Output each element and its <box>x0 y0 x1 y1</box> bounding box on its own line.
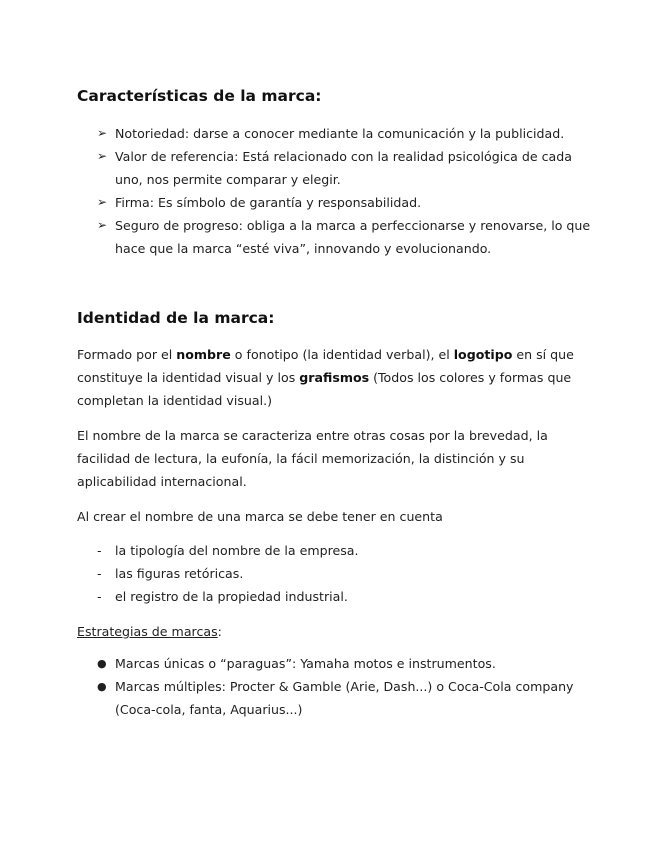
list-item <box>77 562 597 585</box>
list-item-text: el registro de la propiedad industrial. <box>115 589 348 604</box>
list-item-text: Notoriedad: darse a conocer mediante la comunicación y la publicidad. <box>115 126 565 141</box>
list-item <box>77 214 597 260</box>
list-item-text: Marcas únicas o “paraguas”: Yamaha motos e instrumentos. <box>115 656 496 671</box>
caracteristicas-list <box>77 122 597 260</box>
strategies-label-text: Estrategias de marcas <box>77 624 218 639</box>
paragraph-crear-nombre: Al crear el nombre de una marca se debe tener en cuenta <box>77 509 443 524</box>
bold-term-grafismos: grafismos <box>299 370 370 385</box>
text-run: en sí que constituye la identidad visual y los <box>77 347 574 385</box>
bold-term-nombre: nombre <box>176 347 231 362</box>
arrow-bullet-icon: ➢ <box>97 126 108 140</box>
dot-bullet-icon: ● <box>97 680 107 693</box>
list-item-text: Valor de referencia: Está relacionado con la realidad psicológica de cada uno, nos permite comparar y elegir. <box>115 149 572 187</box>
arrow-bullet-icon: ➢ <box>97 218 108 232</box>
arrow-bullet-icon: ➢ <box>97 149 108 163</box>
dash-list <box>77 539 597 608</box>
text-run: (Todos los colores y formas que completan la identidad visual.) <box>77 370 572 408</box>
paragraph-nombre-caracteristicas: El nombre de la marca se caracteriza entre otras cosas por la brevedad, la facilidad de lectura, la eufonía, la fácil memorización, la distinción y su aplicabilidad internacional. <box>77 428 548 489</box>
list-item-text: Firma: Es símbolo de garantía y responsabilidad. <box>115 195 422 210</box>
list-item <box>77 675 597 721</box>
strategies-label <box>77 620 587 643</box>
list-item-text: Marcas múltiples: Procter & Gamble (Arie, Dash...) o Coca-Cola company (Coca-cola, fanta, Aquarius...) <box>115 679 574 717</box>
list-item <box>77 652 597 675</box>
dot-bullet-icon: ● <box>97 657 107 670</box>
list-item-text: la tipología del nombre de la empresa. <box>115 543 359 558</box>
strategies-list <box>77 652 597 721</box>
list-item-text: las figuras retóricas. <box>115 566 244 581</box>
list-item-text: Seguro de progreso: obliga a la marca a perfeccionarse y renovarse, lo que hace que la marca “esté viva”, innovando y evolucionando. <box>115 218 591 256</box>
list-item <box>77 539 597 562</box>
bold-term-logotipo: logotipo <box>453 347 513 362</box>
list-item <box>77 122 597 145</box>
list-item <box>77 145 597 191</box>
arrow-bullet-icon: ➢ <box>97 195 108 209</box>
list-item <box>77 585 597 608</box>
paragraph-identidad-formado <box>77 343 587 412</box>
strategies-label-colon: : <box>217 624 222 639</box>
list-item <box>77 191 597 214</box>
dash-bullet-icon: - <box>97 566 102 581</box>
heading-caracteristicas: Características de la marca: <box>77 87 322 105</box>
heading-identidad: Identidad de la marca: <box>77 309 275 327</box>
dash-bullet-icon: - <box>97 589 102 604</box>
text-run: Formado por el <box>77 347 177 362</box>
dash-bullet-icon: - <box>97 543 102 558</box>
text-run: o fonotipo (la identidad verbal), el <box>230 347 454 362</box>
